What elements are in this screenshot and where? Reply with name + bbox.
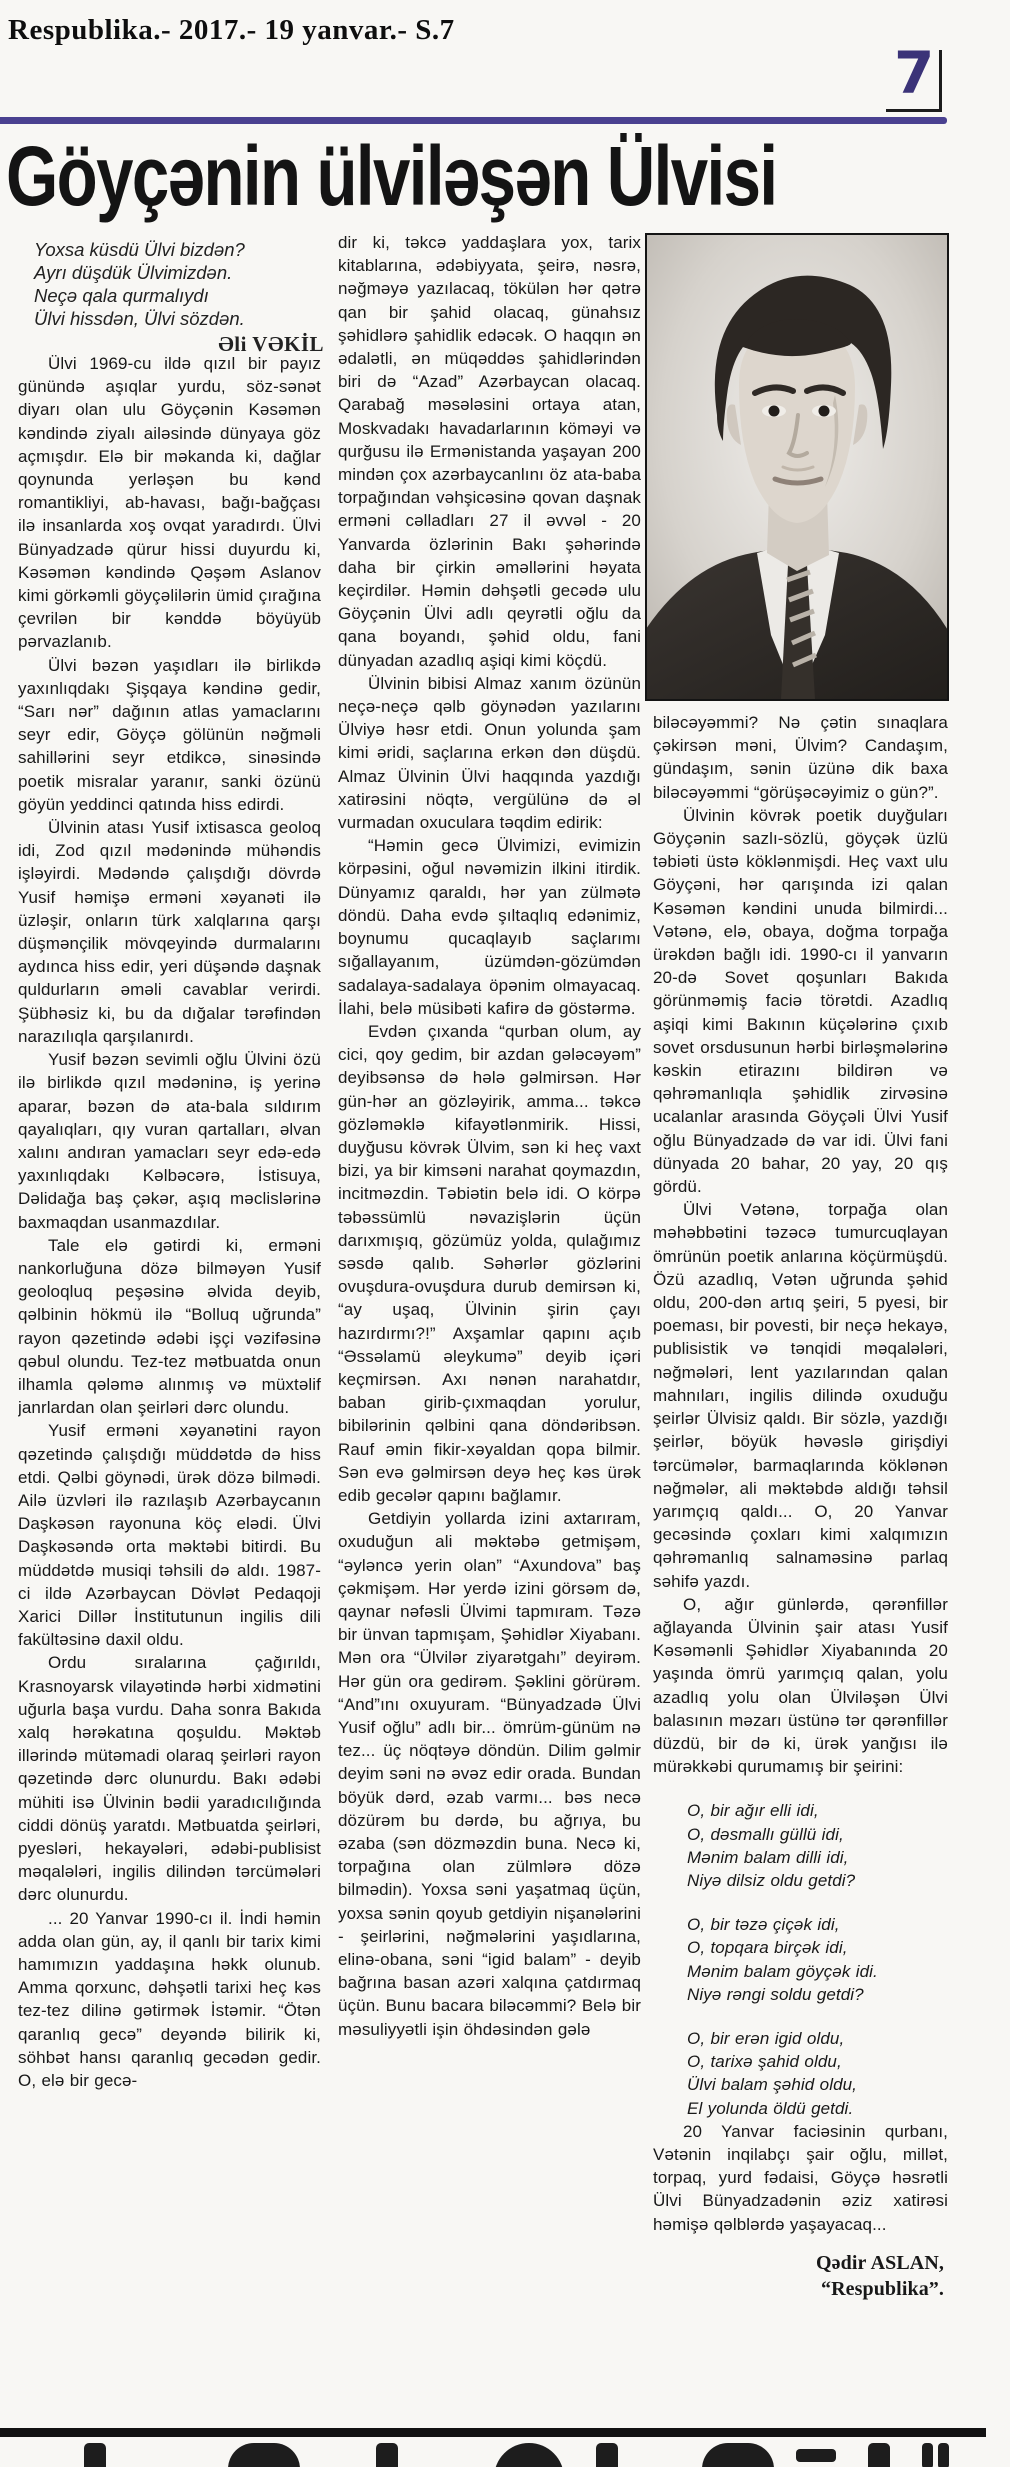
epigraph-line: Ülvi hissdən, Ülvi sözdən.	[34, 308, 245, 329]
article-paragraph: Ülvi bəzən yaşıdları ilə birlikdə yaxınlıqdakı Şişqaya kəndinə gedir, “Sarı nər” dağının atlas yamaclarını seyr edir, Göyçə gölünün nəğməli sahillərini seyr etdikcə, sinəsində poetik misralar yaranır, sanki özünü göyün yeddinci qatında hiss edirdi.	[18, 655, 321, 814]
article-paragraph: Evdən çıxanda “qurban olum, ay cici, qoy gedim, bir azdan gələcəyəm” deyibsənsə də hələ gəlmirsən. Hər gün-hər an gözləyirik, amma... təkcə gözləməklə kifayətlənmirik. Hissi, duyğusu kövrək Ülvim, sən ki heç vaxt bizi, ya bir kimsəni narahat qoymazdın, incitməzdin. Təbiətin belə idi. O körpə təbəssümlü nəvazişlərin üçün darıxmışıq, gözümüz yolda, qulağımız səsdə qalıb. Səhərlər gözlərini ovuşdura-ovuşdura durub demirsən ki, “ay uşaq, Ülvinin şirin çayı hazırdırmı?!” Axşamlar qapını açıb “Əssəlamü əleykumə” deyib içəri keçmirsən. Axı nənən narahatdır, baban girib-çıxmaqdan yorulur, bibilərinin qəlbini qana döndəribsən. Rauf əmin fikir-xəyaldan qopa bilmir. Sən evə gəlmirsən deyə heç kəs ürək edib gecələr qapını bağlamır.	[338, 1021, 641, 1505]
article-paragraph: O, ağır günlərdə, qərənfillər ağlayanda Ülvinin şair atası Yusif Kəsəmənli Şəhidlər Xiyabanında 20 yaşında ömrü yarımçıq qalan, yolu azadlıq yolu olan Ülviləşən Ülvi balasının məzarı üstünə tər qərənfillər düzdü, bir də ki, ürək yanğısı ilə mürəkkəbi qurumamış bir şeirini:	[653, 1594, 948, 1777]
poem-line: O, bir erən igid oldu,	[687, 2028, 845, 2048]
article-paragraph: Tale elə gətirdi ki, erməni nankorluğuna dözə bilməyən Yusif geoloqluq peşəsinə əlvida deyib, qəlbinin hökmü ilə “Bolluq uğrunda” rayon qəzetində ədəbi işçi vəzifəsinə qəbul olundu. Tez-tez mətbuatda onun ilhamla qələmə alınmış və müxtəlif janrlardan olan şeirləri dərc olundu.	[18, 1235, 321, 1418]
poem-line: El yolunda öldü getdi.	[687, 2098, 854, 2118]
article-column-1	[18, 352, 321, 2410]
cutoff-letter-shape	[868, 2443, 890, 2467]
cutoff-letter-shape	[84, 2443, 106, 2467]
article-paragraph: biləcəyəmmi? Nə çətin sınaqlara çəkirsən məni, Ülvim? Candaşım, gündaşım, sənin üzünə dik baxa biləcəyəmmi “görüşəcəyimiz o gün?”.	[653, 713, 948, 802]
poem-line: Niyə rəngi soldu getdi?	[687, 1984, 864, 2004]
poem-line: O, bir təzə çiçək idi,	[687, 1915, 840, 1935]
poem-line: O, topqara birçək idi,	[687, 1938, 848, 1958]
article-paragraph: dir ki, təkcə yaddaşlara yox, tarix kitablarına, ədəbiyyata, şeirə, nəsrə, nəğməyə yazılacaq, tökülən hər qətrə qan bir şahid olacaq, günahsız şəhidlərə şahidlik edəcək. O haqqın ən ədalətli, ən müqəddəs şahidlərindən biri də “Azad” Azərbaycan olacaq. Qarabağ məsələsini ortaya atan, Moskvadakı havadarlarının köməyi və qurğusu ilə Ermənistanda yaşayan 200 mindən çox azərbaycanlını öz ata-baba torpağından vəhşicəsinə qovan daşnak erməni cəlladları 27 il əvvəl - 20 Yanvarda özlərinin Bakı şəhərində daha bir çirkin əməllərini həyata keçirdilər. Həmin dəhşətli gecədə ulu Göyçənin Ülvi adlı qeyrətli oğlu da qana boyandı, şəhid oldu, fani dünyadan azadlıq aşiqi kimi köçdü.	[338, 233, 641, 670]
cutoff-letter-shape	[922, 2443, 933, 2467]
epigraph	[34, 238, 324, 356]
cutoff-letter-shape	[494, 2443, 564, 2467]
poem-line: Mənim balam göyçək idi.	[687, 1961, 878, 1981]
poem-line: Mənim balam dilli idi,	[687, 1847, 849, 1867]
article-paragraph: Ülvinin kövrək poetik duyğuları Göyçənin sazlı-sözlü, göyçək üzlü təbiəti üstə köklənmişdi. Heç vaxt ulu Göyçəni, hər qarışında izi qalan Kəsəmən kəndini unuda bilmirdi... Vətənə, elə, obaya, doğma torpağa ürəkdən bağlı idi. 1990-cı il yanvarın 20-də Sovet qoşunları Bakıda görünməmiş faciə törətdi. Azadlıq aşiqi kimi Bakının küçələrinə çıxıb sovet orsdusunun hərbi birləşmələrinə kəskin etirazını bildirən və qəhrəmanlıqla şəhidlik zirvəsinə ucalanlar arasında Göyçəli Ülvi Yusif oğlu Bünyadzadə də var idi. Ülvi fani dünyada 20 bahar, 20 yay, 20 qış gördü.	[653, 805, 948, 1197]
article-paragraph: Getdiyin yollarda izini axtarıram, oxuduğun ali məktəbə getmişəm, “əyləncə yerin olan” “Axundova” baş çəkmişəm. Hər yerdə izini görsəm də, qaynar nəfəsli Ülvimi tapmıram. Təzə bir ünvan tapmışam, Şəhidlər Xiyabanı. Mən ora “Ülvilər ziyarətgahı” deyirəm. Hər gün ora gedirəm. Şəklini görürəm. “And”ını oxuyuram. “Bünyadzadə Ülvi Yusif oğlu” adlı bir... ömrüm-günüm nə tez... üç nöqtəyə döndün. Dilim gəlmir deyim səni nə əvəz edir orada. Bundan böyük dərd, əzab varmı... bəs necə dözürəm bu dərdə, bu ağrıya, bu əzaba (sən dözməzdin buna. Necə ki, torpağına olan zülmlərə dözə bilmədin). Yoxsa səni yaşatmaq üçün, yoxsa sənin qoyub getdiyin nişanələrini - şeirlərini, nəğmələrini yaşıdlarına, elinə-obana, səni “igid balam” - deyib bağrına basan azəri xalqına çatdırmaq üçün. Bunu bacara biləcəmmi? Belə bir məsuliyyətli işin öhdəsindən gələ	[338, 1509, 641, 2039]
poem-stanza	[687, 1799, 948, 1892]
epigraph-attribution: Əli VƏKİL	[218, 332, 324, 356]
article-paragraph: 20 Yanvar faciəsinin qurbanı, Vətənin inqilabçı şair oğlu, millət, torpaq, yurd fədaisi, Göyçə həsrətli Ülvi Bünyadzadənin əziz xatirəsi həmişə qəlblərdə yaşayacaq...	[653, 2121, 948, 2234]
poem-line: O, bir ağır elli idi,	[687, 1801, 819, 1821]
epigraph-line: Yoxsa küsdü Ülvi bizdən?	[34, 239, 245, 260]
cutoff-letter-shape	[702, 2443, 774, 2467]
author-signature	[653, 2250, 948, 2302]
article-paragraph: Ülvinin atası Yusif ixtisasca geoloq idi, Zod qızıl mədənində mühəndis işləyirdi. Mədəndə çalışdığı dövrdə Yusif həmişə erməni xəyanəti ilə üzləşir, onların türk xalqlarına qarşı düşmənçilik mövqeyində durmalarını aydınca hiss edir, yeri düşəndə daşnak quldurların əməli cavablar verirdi. Şübhəsiz ki, bu da dığalar tərəfindən narazılıqla qarşılanırdı.	[18, 818, 321, 1046]
article-paragraph: Ordu sıralarına çağırıldı, Krasnoyarsk vilayətində hərbi xidmətini uğurla başa vurdu. Daha sonra Bakıda xalq hərəkatına qoşuldu. Məktəb illərində mütəmadi olaraq şeirləri rayon qəzetində dərc olunurdu. Bakı ədəbi mühiti isə Ülvinin bədii yaradıcılığında ciddi dönüş yaratdı. Mətbuatda şeirləri, pyesləri, hekayələri, ədəbi-publisist məqalələri, ingilis dilindən tərcümələri dərc olunurdu.	[18, 1653, 321, 1905]
article-column-2	[338, 231, 641, 2411]
epigraph-line: Ayrı düşdük Ülvimizdən.	[34, 262, 233, 283]
poem-stanza	[687, 2027, 948, 2120]
article-paragraph: Ülvi 1969-cu ildə qızıl bir payız günündə aşıqlar yurdu, söz-sənət diyarı olan ulu Göyçənin Kəsəmən kəndində ziyalı ailəsində dünyaya göz açmışdır. Elə bir məkanda ki, dağlar qoynunda yerləşən bu kənd romantikliyi, ab-havası, bağı-bağçası ilə insanlarda xoş ovqat yaradırdı. Ülvi Bünyadzadə qürur hissi duyurdu ki, Kəsəmən kəndində Qəşəm Aslanov kimi görkəmli göyçəlilərin ümid çırağına çevrilən bir kənddə böyüyüb pərvazlanıb.	[18, 354, 321, 652]
article-paragraph: Yusif erməni xəyanətini rayon qəzetində çalışdığı müddətdə də hiss etdi. Qəlbi göynədi, ürək dözə bilmədi. Ailə üzvləri ilə razılaşıb Azərbaycanın Daşkəsən rayonuna köç elədi. Ülvi Daşkəsəndə orta məktəbi bitirdi. Bu müddətdə musiqi təhsili də aldı. 1987-ci ildə Azərbaycan Dövlət Pedaqoji Xarici Dillər İnstitutunun ingilis dili fakültəsinə daxil oldu.	[18, 1421, 321, 1650]
cutoff-letter-shape	[596, 2443, 618, 2467]
article-paragraph: Ülvi Vətənə, torpağa olan məhəbbətini təzəcə tumurcuqlayan ömrünün poetik anlarına köçürmüşdü. Özü azadlıq, Vətən uğrunda şəhid oldu, 200-dən artıq şeiri, 5 pyesi, bir poeması, bir povesti, bir neçə hekayə, publisistik və tənqidi məqalələri, nəğmələri, lent yazılarından qalan mahnıları, ingilis dilində oxuduğu şeirlər Ülvisiz qaldı. Bir sözlə, yazdığı şeirlər, böyük həvəslə girişdiyi tərcümələr, barmaqlarında köklənən nəğmələr, ali məktəbdə aldığı təhsil yarımçıq qaldı... O, 20 Yanvar gecəsində çoxları kimi xalqımızın qəhrəmanlıq salnaməsinə parlaq səhifə yazdı.	[653, 1200, 948, 1591]
cutoff-letter-shape	[796, 2449, 836, 2462]
epigraph-line: Neçə qala qurmalıydı	[34, 285, 209, 306]
publication-name: “Respublika”.	[820, 2277, 944, 2300]
portrait-photo-illustration	[647, 235, 947, 699]
page-number-corner-vertical-rule	[939, 50, 942, 112]
cutoff-headline-fragment	[0, 2443, 1010, 2467]
poem-line: O, tarixə şahid oldu,	[687, 2052, 842, 2072]
article-title: Göyçənin ülviləşən Ülvisi	[6, 129, 777, 223]
article-paragraph: Yusif bəzən sevimli oğlu Ülvini özü ilə birlikdə qızıl mədəninə, iş yerinə aparar, bəzən də ata-bala sıldırım qayalıqları, qıy vuran qartalları, əlvan xalını andıran yamacları seyr edə-edə yaxınlıqdakı Kəlbəcərə, İstisuya, Dəlidağa baş çəkər, aşıq məclislərinə baxmaqdan usanmazdılar.	[18, 1050, 321, 1232]
poem-line: Ülvi balam şəhid oldu,	[687, 2075, 858, 2095]
cutoff-letter-shape	[376, 2443, 398, 2467]
article-paragraph: ... 20 Yanvar 1990-cı il. İndi həmin adda olan gün, ay, il qanlı bir tarix kimi hamımızın yaddaşına həkk olunub. Amma qorxunc, dəhşətli tarixi heç kəs tez-tez dilinə gətirmək İstəmir. “Ötən qaranlıq gecə” deyəndə bilirik ki, söhbət hansı qaranlıq gecədən gedir. O, elə bir gecə-	[18, 1908, 321, 2091]
poem-line: O, dəsmallı güllü idi,	[687, 1824, 844, 1844]
cutoff-letter-shape	[228, 2443, 300, 2467]
portrait-photo	[645, 233, 949, 701]
page-number: 7	[894, 39, 935, 107]
source-citation-line: Respublika.- 2017.- 19 yanvar.- S.7	[8, 14, 455, 46]
cutoff-letter-shape	[938, 2443, 949, 2467]
article-paragraph: “Həmin gecə Ülvimizi, evimizin körpəsini, oğul nəvəmizin ilkini itirdik. Dünyamız qaraldı, hər yan zülmətə döndü. Daha evdə şıltaqlıq edənimiz, boynumu qucaqlayıb saçlarımı sığallayanım, üzümdən-gözümdən sadalaya-sadalaya öpənim olmayacaq. İlahi, belə müsibəti kafirə də göstərmə.	[338, 836, 641, 1018]
masthead-divider-rule	[0, 117, 947, 124]
article-paragraph: Ülvinin bibisi Almaz xanım özünün neçə-neçə qəlb göynədən yazılarını Ülviyə həsr etdi. Onun yolunda şam kimi əridi, saçlarına erkən dən düşdü. Almaz Ülvinin Ülvi haqqında yazdığı xatirəsini nöqtə, vergülünə də əl vurmadan oxuculara təqdim edirik:	[338, 673, 641, 833]
section-divider-rule	[0, 2428, 986, 2437]
poem-stanza	[687, 1913, 948, 2006]
author-name: Qədir ASLAN,	[815, 2251, 944, 2274]
page-number-corner-horizontal-rule	[886, 109, 942, 112]
poem-line: Niyə dilsiz oldu getdi?	[687, 1870, 856, 1890]
article-column-3	[653, 711, 948, 2431]
